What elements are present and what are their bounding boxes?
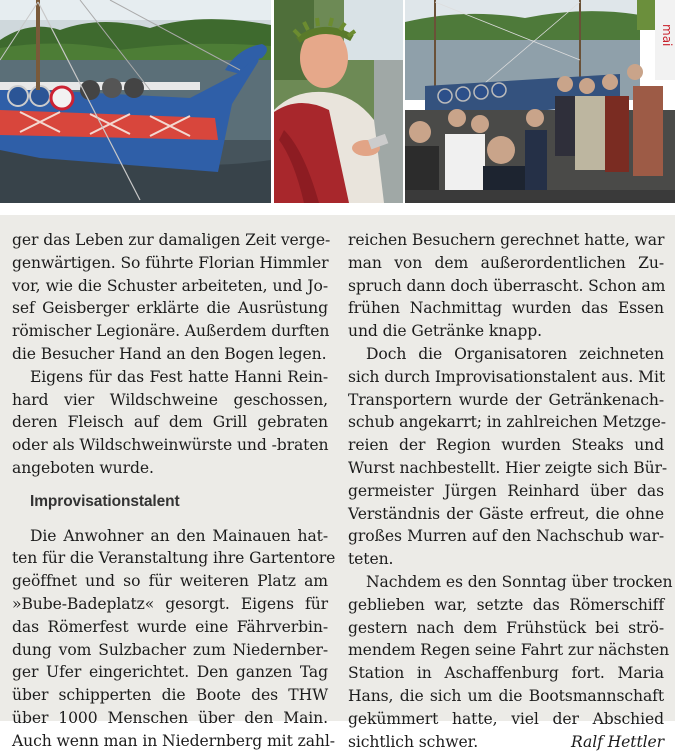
text-line: frühen Nachmittag wurden das Essen xyxy=(348,299,664,318)
text-line: reichen Besuchern gerechnet hatte, war xyxy=(348,231,665,249)
text-line: Eigens für das Fest hatte Hanni Rein- xyxy=(30,367,328,386)
text-line: sef Geisberger erklärte die Ausrüstung xyxy=(12,299,328,318)
text-line: mendem Regen seine Fahrt zur nächsten xyxy=(348,641,670,660)
text-line: angeboten wurde. xyxy=(12,458,154,477)
text-line: Wurst nachbestellt. Hier zeigte sich Bür- xyxy=(348,458,668,477)
text-line: über schipperten die Boote des THW xyxy=(12,686,328,705)
text-line: ger Ufer eingerichtet. Den ganzen Tag xyxy=(12,663,328,682)
heading-gap xyxy=(12,480,328,491)
text-line: »Bube-Badeplatz« gesorgt. Eigens für xyxy=(12,594,328,613)
text-line: man von dem außerordentlichen Zu- xyxy=(348,253,664,272)
photo-strip xyxy=(0,0,675,203)
svg-text:mai: mai xyxy=(660,24,674,47)
text-line: genwärtigen. So führte Florian Himmler xyxy=(12,253,329,272)
text-line: geblieben war, setzte das Römerschiff xyxy=(348,595,664,614)
text-line: Die Anwohner an den Mainauen hat- xyxy=(30,526,328,545)
text-line: teten. xyxy=(348,550,394,569)
text-line: Doch die Organisatoren zeichneten xyxy=(366,344,664,363)
text-line: geöffnet und so für weiteren Platz am xyxy=(12,572,328,591)
closing-text: sichtlich schwer. xyxy=(348,732,479,751)
text-line: großes Murren auf den Nachschub war- xyxy=(348,527,664,546)
text-line: die Besucher Hand an den Bogen legen. xyxy=(12,344,327,363)
roman-ship-photo xyxy=(0,0,271,203)
text-line: gekümmert hatte, viel der Abschied xyxy=(348,709,664,728)
text-line: deren Fleisch auf dem Grill gebraten xyxy=(12,413,328,432)
text-line: ger das Leben zur damaligen Zeit verge- xyxy=(12,231,331,249)
crowd-at-river-photo xyxy=(405,0,675,203)
article-body xyxy=(0,215,675,751)
text-line: Station in Aschaffenburg fort. Maria xyxy=(348,664,664,683)
text-line: sich durch Improvisationstalent aus. Mit xyxy=(348,367,666,386)
text-line: dung vom Sulzbacher zum Niedernber- xyxy=(12,640,328,659)
text-line: römischer Legionäre. Außerdem durften xyxy=(12,322,330,341)
text-line: das Römerfest wurde eine Fährverbin- xyxy=(12,617,328,636)
text-line: Nachdem es den Sonntag über trocken xyxy=(366,572,673,591)
laurel-crowned-man-photo xyxy=(274,0,403,203)
text-line: Auch wenn man in Niedernberg mit zahl- xyxy=(12,731,335,750)
text-line: Transportern wurde der Getränkenach- xyxy=(348,390,664,409)
text-line: oder als Wildschweinwürste und -braten xyxy=(12,436,329,455)
text-line: über 1000 Menschen über den Main. xyxy=(12,708,328,727)
text-line: schub angekarrt; in zahlreichen Metzge- xyxy=(348,413,666,432)
subheading: Improvisationstalent xyxy=(30,492,180,510)
author-byline: Ralf Hettler xyxy=(571,732,664,751)
text-line: und die Getränke knapp. xyxy=(348,322,542,341)
text-line: Hans, die sich um die Bootsmannschaft xyxy=(348,686,664,705)
article-column-right xyxy=(348,229,673,753)
text-line: ten für die Veranstaltung ihre Gartentore xyxy=(12,549,336,568)
text-line: hard vier Wildschweine geschossen, xyxy=(12,390,328,409)
text-line: reien der Region wurden Steaks und xyxy=(348,436,664,455)
text-line: gestern nach dem Frühstück bei strö- xyxy=(348,618,664,637)
text-line: spruch dann doch überrascht. Schon am xyxy=(348,276,666,295)
text-line: Verständnis der Gäste erfreut, die ohne xyxy=(348,504,664,523)
text-line: germeister Jürgen Reinhard über das xyxy=(348,481,664,500)
text-line: vor, wie die Schuster arbeiteten, und Jo- xyxy=(12,276,328,295)
heading-gap xyxy=(12,514,328,525)
article-column-left xyxy=(12,229,336,753)
closing-line xyxy=(348,731,664,753)
